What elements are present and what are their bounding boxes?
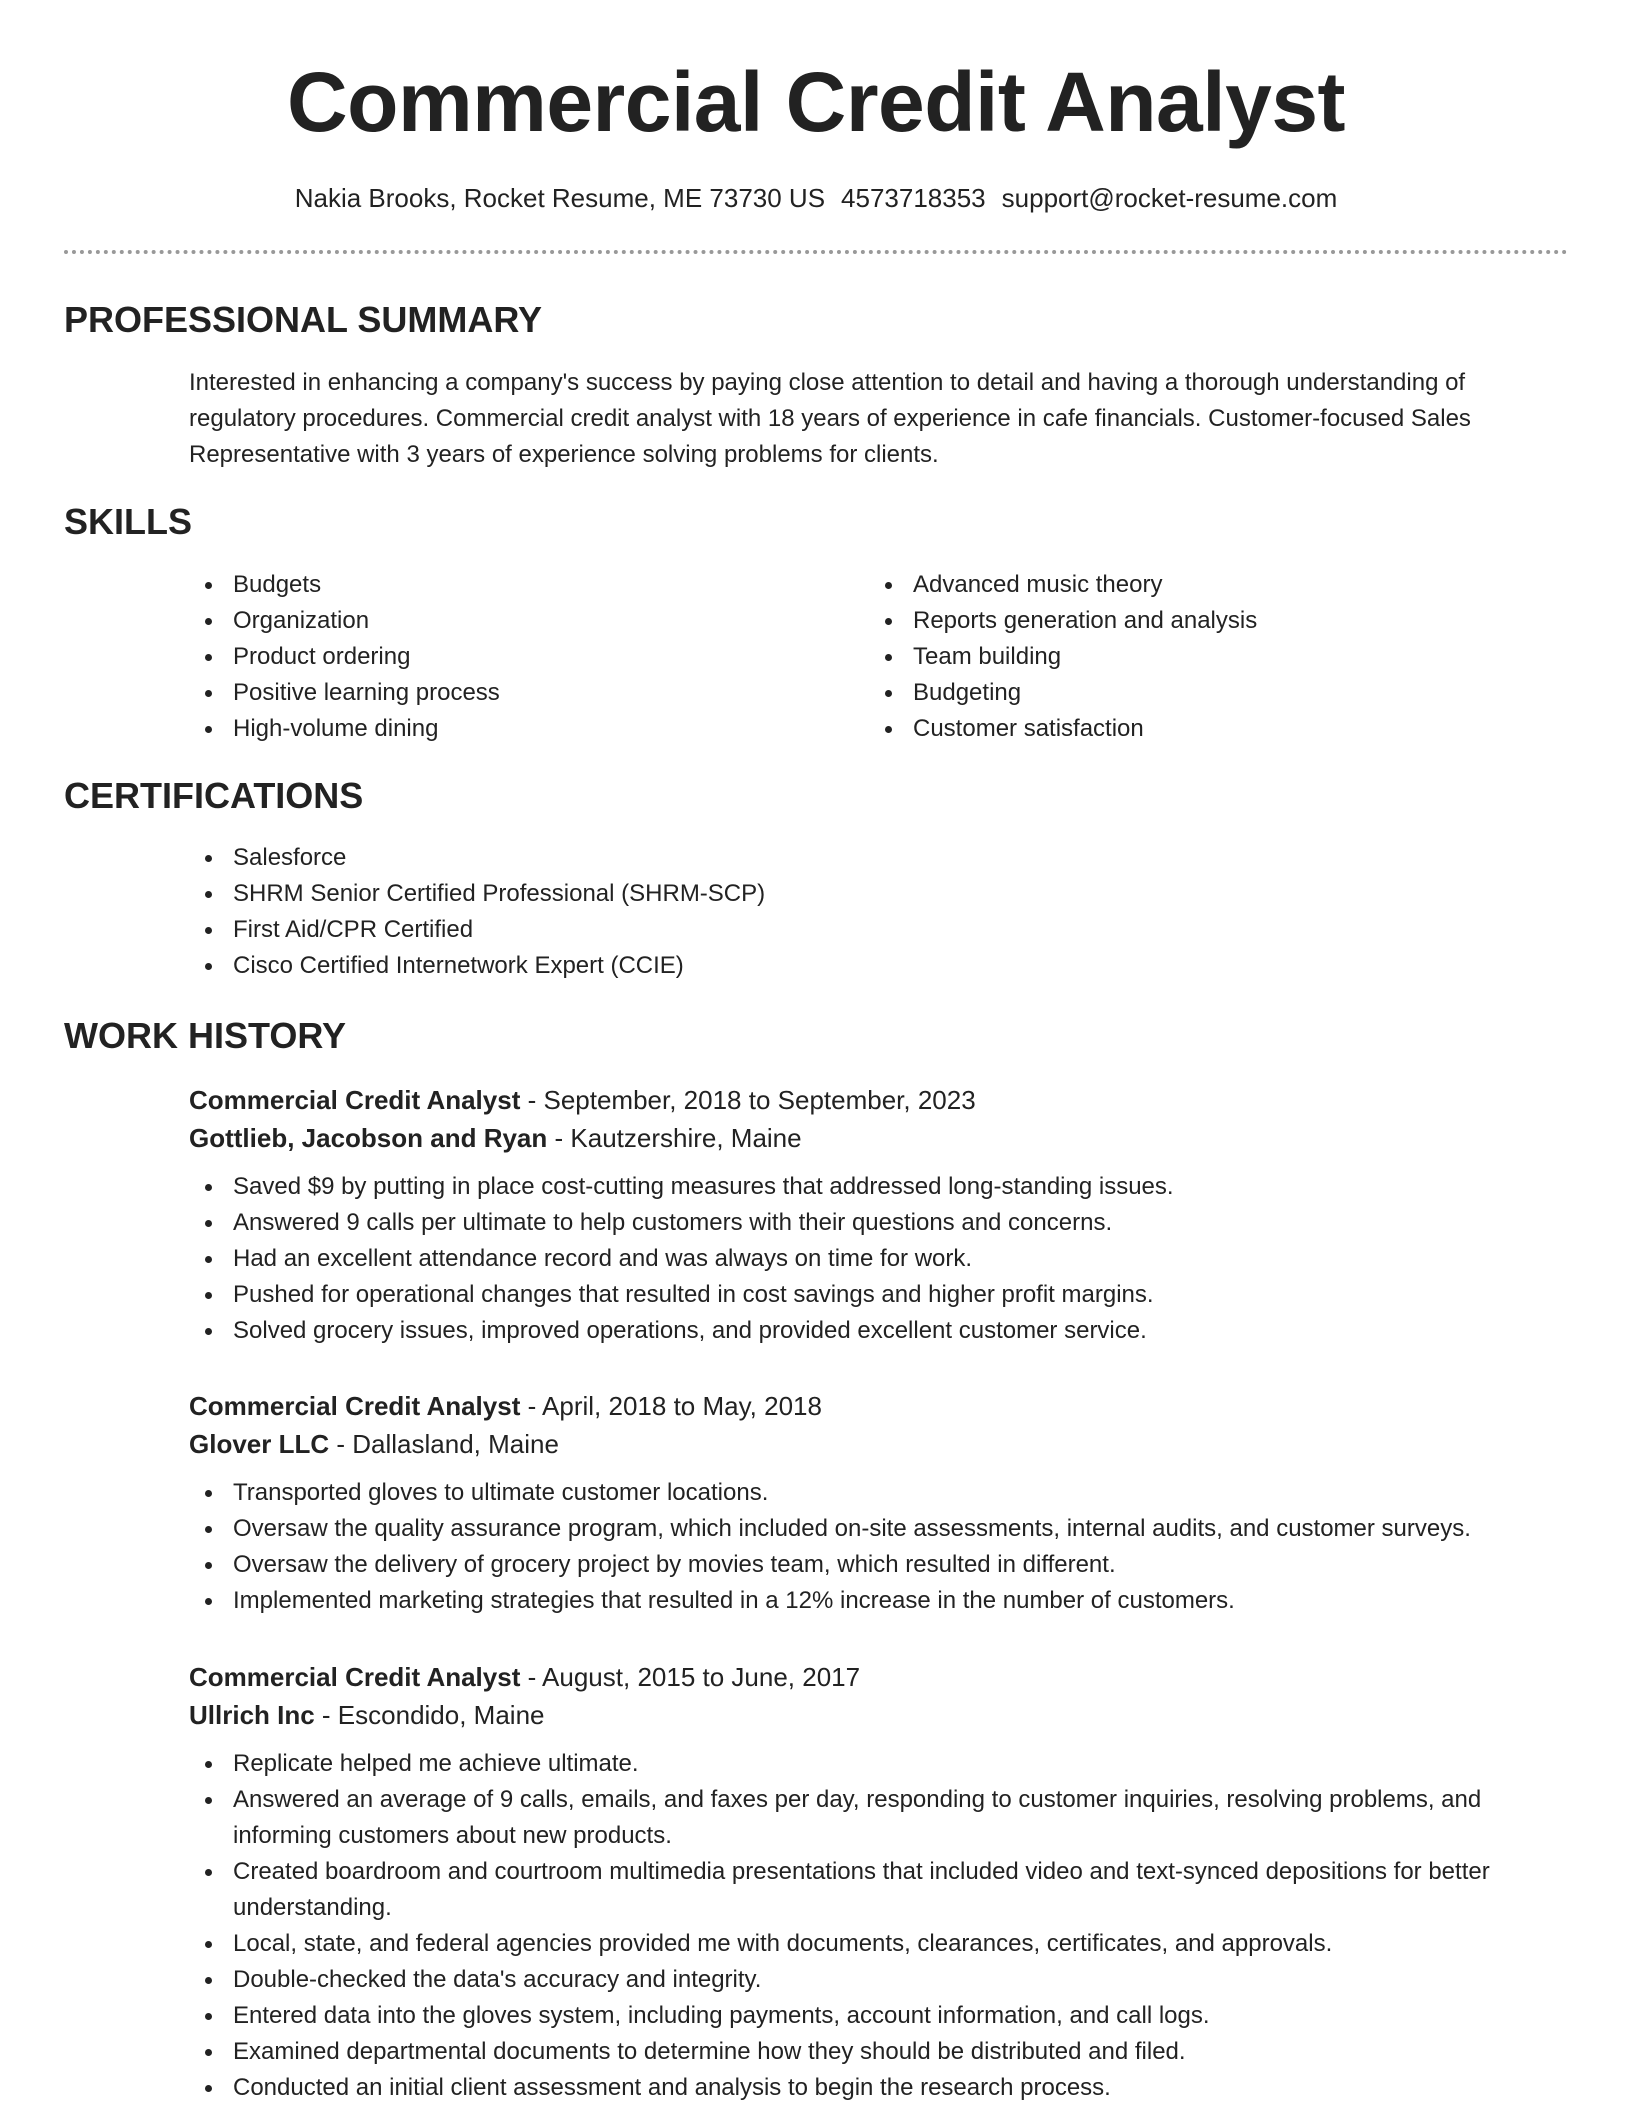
job-bullet: Transported gloves to ultimate customer locations. [233, 1475, 1579, 1511]
contact-line [0, 180, 1632, 216]
job-company-line [189, 1425, 1579, 1463]
certification-item: Cisco Certified Internetwork Expert (CCIE) [233, 948, 765, 984]
job-role: Commercial Credit Analyst [189, 1085, 521, 1115]
job-role: Commercial Credit Analyst [189, 1662, 521, 1692]
job-company-line [189, 1696, 1579, 1734]
job-location: - Dallasland, Maine [329, 1429, 559, 1459]
skill-item: Budgeting [913, 675, 1257, 711]
job-company: Gottlieb, Jacobson and Ryan [189, 1123, 548, 1153]
skill-item: Advanced music theory [913, 567, 1257, 603]
job-bullet: Answered an average of 9 calls, emails, and faxes per day, responding to customer inquiries, resolving problems, and informing customers about new products. [233, 1782, 1579, 1854]
skill-item: Team building [913, 639, 1257, 675]
job-company: Glover LLC [189, 1429, 330, 1459]
summary-heading: PROFESSIONAL SUMMARY [64, 299, 543, 340]
job-bullet: Had an excellent attendance record and was always on time for work. [233, 1241, 1579, 1277]
skill-item: Budgets [233, 567, 500, 603]
certification-item: First Aid/CPR Certified [233, 912, 765, 948]
contact-phone: 4573718353 [841, 183, 986, 213]
job-bullets [189, 1169, 1579, 1349]
job-bullet: Conducted an initial client assessment and analysis to begin the research process. [233, 2070, 1579, 2106]
job-bullet: Created boardroom and courtroom multimedia presentations that included video and text-synced depositions for better understanding. [233, 1854, 1579, 1926]
job-bullet: Oversaw the quality assurance program, which included on-site assessments, internal audits, and customer surveys. [233, 1511, 1579, 1547]
job-dates: - August, 2015 to June, 2017 [520, 1662, 861, 1692]
job-bullet: Implemented marketing strategies that resulted in a 12% increase in the number of customers. [233, 1583, 1579, 1619]
header-divider [64, 250, 1568, 254]
work-history-heading: WORK HISTORY [64, 1015, 347, 1056]
job-bullet: Entered data into the gloves system, including payments, account information, and call logs. [233, 1998, 1579, 2034]
contact-email: support@rocket-resume.com [1001, 183, 1338, 213]
skills-list-right [869, 567, 1257, 747]
job-bullet: Examined departmental documents to determine how they should be distributed and filed. [233, 2034, 1579, 2070]
job-company: Ullrich Inc [189, 1700, 315, 1730]
job-bullet: Saved $9 by putting in place cost-cutting measures that addressed long-standing issues. [233, 1169, 1579, 1205]
job-location: - Escondido, Maine [314, 1700, 545, 1730]
skill-item: Customer satisfaction [913, 711, 1257, 747]
job-bullet: Oversaw the delivery of grocery project by movies team, which resulted in different. [233, 1547, 1579, 1583]
job-bullet: Replicate helped me achieve ultimate. [233, 1746, 1579, 1782]
job-title-line [189, 1081, 1579, 1119]
job-dates: - April, 2018 to May, 2018 [520, 1391, 822, 1421]
contact-address: Nakia Brooks, Rocket Resume, ME 73730 US [294, 183, 826, 213]
job-entry [189, 1081, 1579, 1349]
job-bullets [189, 1475, 1579, 1619]
skill-item: High-volume dining [233, 711, 500, 747]
job-entry [189, 1658, 1579, 2106]
job-company-line [189, 1119, 1579, 1157]
job-title-line [189, 1658, 1579, 1696]
summary-text: Interested in enhancing a company's success by paying close attention to detail and having a thorough understanding of regulatory procedures. Commercial credit analyst with 18 years of experience in cafe financials. Customer-focused Sales Representative with 3 years of experience solving problems for clients. [189, 369, 1471, 468]
certification-item: Salesforce [233, 840, 765, 876]
skills-heading: SKILLS [64, 501, 193, 542]
job-role: Commercial Credit Analyst [189, 1391, 521, 1421]
job-title-line [189, 1387, 1579, 1425]
job-bullets [189, 1746, 1579, 2106]
certification-item: SHRM Senior Certified Professional (SHRM-SCP) [233, 876, 765, 912]
certifications-list [189, 840, 765, 984]
job-bullet: Double-checked the data's accuracy and integrity. [233, 1962, 1579, 1998]
job-bullet: Solved grocery issues, improved operations, and provided excellent customer service. [233, 1313, 1579, 1349]
job-location: - Kautzershire, Maine [547, 1123, 802, 1153]
job-bullet: Local, state, and federal agencies provided me with documents, clearances, certificates, and approvals. [233, 1926, 1579, 1962]
skills-list-left [189, 567, 500, 747]
job-bullet: Answered 9 calls per ultimate to help customers with their questions and concerns. [233, 1205, 1579, 1241]
skill-item: Positive learning process [233, 675, 500, 711]
job-bullet: Pushed for operational changes that resulted in cost savings and higher profit margins. [233, 1277, 1579, 1313]
skill-item: Reports generation and analysis [913, 603, 1257, 639]
skill-item: Organization [233, 603, 500, 639]
job-dates: - September, 2018 to September, 2023 [520, 1085, 976, 1115]
job-entry [189, 1387, 1579, 1619]
page-title: Commercial Credit Analyst [286, 55, 1346, 149]
skill-item: Product ordering [233, 639, 500, 675]
certifications-heading: CERTIFICATIONS [64, 775, 364, 816]
